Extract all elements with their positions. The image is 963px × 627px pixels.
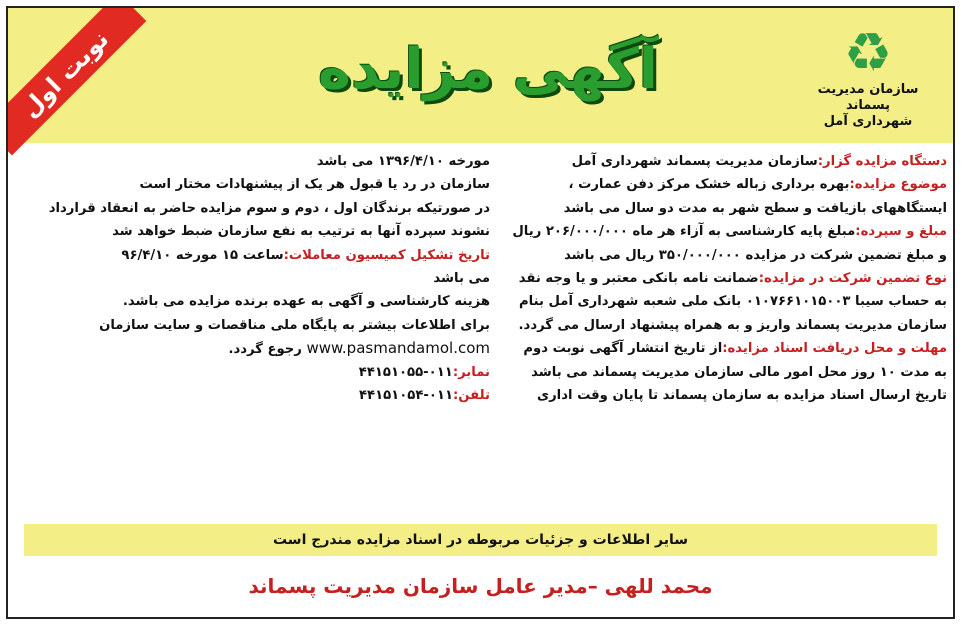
organization-logo — [803, 21, 933, 136]
line-commission — [20, 244, 490, 267]
line-account: به حساب سیبا ۰۱۰۷۶۶۱۰۱۵۰۰۳ بانک ملی شعبه شهرداری آمل بنام — [518, 294, 947, 310]
page-title: آگهی مزایده — [317, 37, 659, 102]
line-website — [20, 337, 490, 360]
line-winners: در صورتیکه برندگان اول ، دوم و سوم مزایده حاضر به انعقاد قرارداد — [48, 200, 490, 216]
signature: محمد للهی –مدیر عامل سازمان مدیریت پسماند — [248, 574, 713, 598]
value-subject: بهره برداری زباله خشک مرکز دفن عمارت ، — [568, 177, 850, 193]
label-guarantee: نوع تضمین شرکت در مزایده: — [758, 270, 947, 286]
line-documents-place: به مدت ۱۰ روز محل امور مالی سازمان مدیریت پسماند می باشد — [531, 364, 947, 380]
line-forfeit: نشوند سپرده آنها به ترتیب به نفع سازمان ضبط خواهد شد — [112, 224, 490, 240]
value-phone: ۰۱۱-۴۴۱۵۱۰۵۴ — [358, 387, 454, 403]
line-rights: سازمان در رد یا قبول هر یک از پیشنهادات مختار است — [139, 177, 490, 193]
left-column — [20, 150, 490, 407]
label-phone: تلفن: — [453, 387, 490, 403]
line-documents — [492, 337, 947, 360]
line-send-date-cont: مورخه ۱۳۹۶/۴/۱۰ می باشد — [316, 154, 490, 169]
line-more-info: برای اطلاعات بیشتر به پایگاه ملی مناقصات و سایت سازمان — [99, 317, 490, 333]
round-badge: نوبت اول — [6, 6, 146, 155]
logo-text-city: شهرداری آمل — [823, 114, 913, 129]
recycle-icon: ♻ — [843, 21, 893, 84]
line-deposit: و مبلغ تضمین شرکت در مزایده ۳۵۰/۰۰۰/۰۰۰ ریال می باشد — [564, 247, 947, 263]
value-commission: ساعت ۱۵ مورخه ۹۶/۴/۱۰ — [121, 247, 284, 263]
label-fax: نمابر: — [452, 364, 490, 380]
line-amount — [492, 220, 947, 243]
line-fax — [20, 361, 490, 384]
logo-text-org: سازمان مدیریت پسماند — [817, 82, 919, 113]
website-link[interactable]: www.pasmandamol.com — [306, 339, 490, 358]
label-documents: مهلت و محل دریافت اسناد مزایده: — [722, 341, 947, 357]
line-subject — [492, 173, 947, 196]
footer-note: سایر اطلاعات و جزئیات مربوطه در اسناد مزایده مندرج است — [24, 524, 937, 556]
line-send-date: تاریخ ارسال اسناد مزایده به سازمان پسماند تا پایان وقت اداری — [537, 387, 947, 403]
line-organizer — [492, 150, 947, 173]
value-amount: مبلغ پایه کارشناسی به آزاء هر ماه ۲۰۶/۰۰۰/۰۰۰ ریال — [512, 224, 856, 240]
value-fax: ۰۱۱-۴۴۱۵۱۰۵۵ — [358, 364, 453, 380]
value-organizer: سازمان مدیریت پسماند شهرداری آمل — [571, 154, 818, 169]
label-subject: موضوع مزایده: — [849, 177, 947, 193]
line-costs: هزینه کارشناسی و آگهی به عهده برنده مزایده می باشد. — [122, 294, 490, 310]
label-commission: تاریخ تشکیل کمیسیون معاملات: — [283, 247, 490, 263]
label-amount: مبلغ و سپرده: — [855, 224, 947, 240]
website-text: رجوع گردد. — [228, 342, 302, 358]
ad-frame — [6, 6, 955, 619]
line-phone — [20, 384, 490, 407]
line-guarantee — [492, 267, 947, 290]
line-commission-cont: می باشد — [433, 270, 490, 286]
right-column — [492, 150, 947, 407]
value-documents: از تاریخ انتشار آگهی نوبت دوم — [523, 341, 723, 357]
line-subject-cont: ایستگاههای بازیافت و سطح شهر به مدت دو سال می باشد — [563, 200, 947, 216]
value-guarantee: ضمانت نامه بانکی معتبر و یا وجه نقد — [518, 270, 759, 286]
line-submission: سازمان مدیریت پسماند واریز و به همراه پیشنهاد ارسال می گردد. — [518, 317, 947, 333]
label-organizer: دستگاه مزایده گزار: — [817, 154, 947, 169]
header-banner — [8, 8, 953, 143]
